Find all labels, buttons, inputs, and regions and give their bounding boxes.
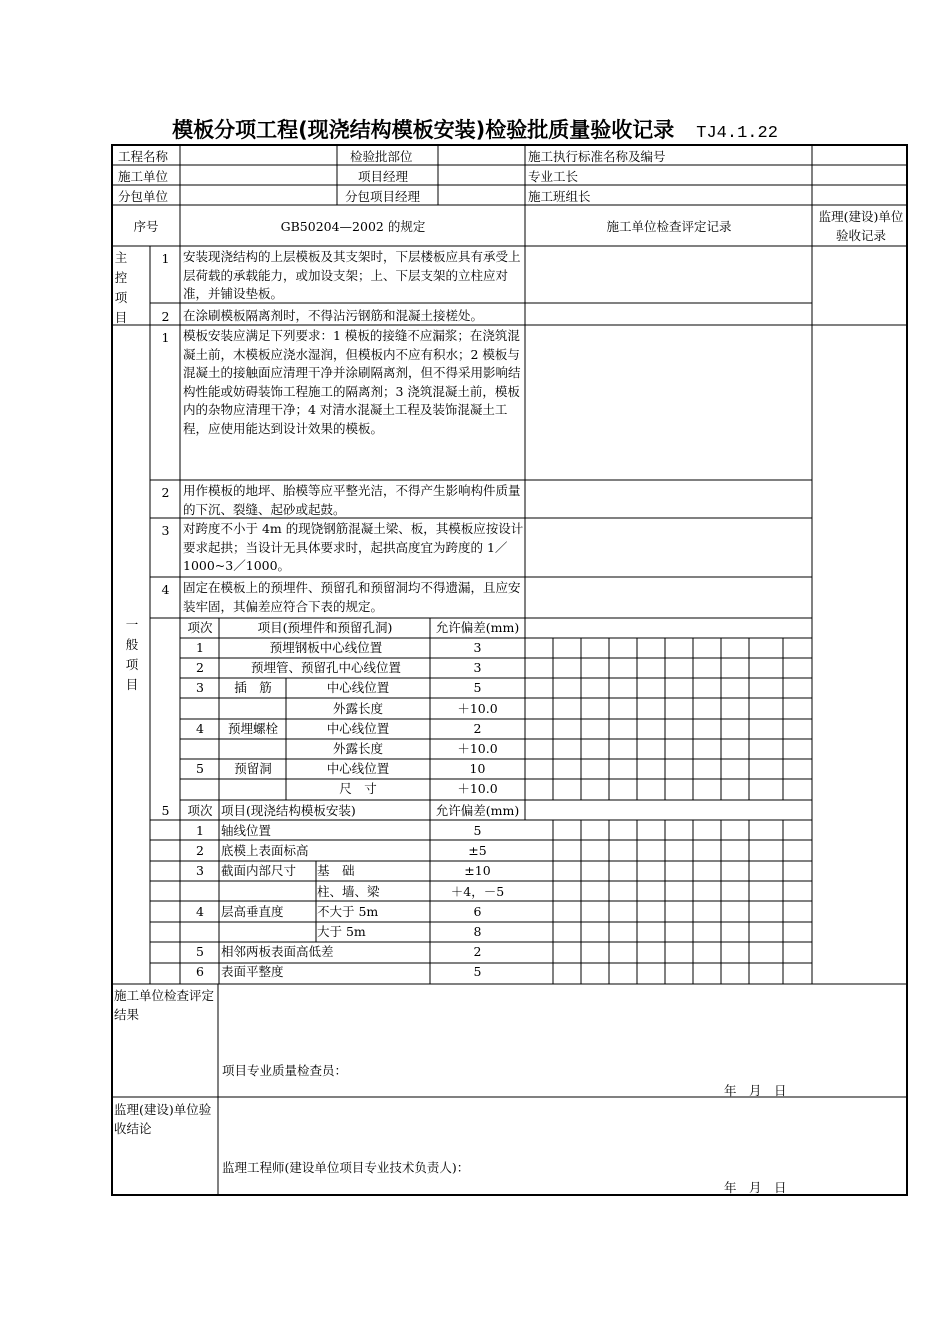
row-tolerance: 3 bbox=[473, 660, 482, 676]
row-item: 表面平整度 bbox=[221, 964, 284, 980]
row-tolerance: ＋4，－5 bbox=[450, 883, 505, 899]
row-no: 3 bbox=[196, 863, 204, 879]
general-item-no: 4 bbox=[161, 582, 170, 597]
row-item: 预埋钢板中心线位置 bbox=[269, 640, 383, 655]
row-item: 相邻两板表面高低差 bbox=[221, 944, 334, 960]
inspector-label: 项目专业质量检查员： bbox=[222, 1063, 348, 1078]
row-no: 4 bbox=[196, 720, 204, 736]
row-tolerance: 8 bbox=[473, 924, 482, 939]
row-item: 预埋螺栓 bbox=[227, 720, 278, 736]
label-construction-unit: 施工单位 bbox=[118, 169, 169, 184]
row-item: 预埋管、预留孔中心线位置 bbox=[250, 660, 401, 676]
row-tolerance: 5 bbox=[473, 964, 482, 980]
label-standard: 施工执行标准名称及编号 bbox=[528, 149, 666, 164]
general-item-no: 2 bbox=[161, 485, 170, 500]
label-project-manager: 项目经理 bbox=[358, 169, 409, 184]
row-no: 1 bbox=[196, 640, 204, 655]
row-tolerance: 10 bbox=[469, 761, 486, 777]
row-no: 1 bbox=[196, 823, 204, 838]
row-subitem: 不大于 5m bbox=[317, 903, 379, 919]
form-code: TJ4.1.22 bbox=[696, 124, 778, 143]
row-no: 5 bbox=[196, 761, 204, 777]
supervision-label: 监理(建设)单位验收结论 bbox=[114, 1102, 212, 1136]
row-tolerance: 5 bbox=[473, 823, 482, 838]
row-item: 预留洞 bbox=[234, 761, 272, 777]
row-no: 2 bbox=[196, 660, 204, 676]
row-item: 层高垂直度 bbox=[221, 903, 284, 919]
main-control-label: 主控项目 bbox=[114, 250, 128, 325]
label-sub-manager: 分包项目经理 bbox=[345, 189, 421, 204]
label-project-name: 工程名称 bbox=[118, 149, 169, 164]
page-title bbox=[0, 114, 950, 144]
label-foreman: 专业工长 bbox=[528, 169, 579, 184]
row-tolerance: ±5 bbox=[468, 843, 487, 859]
check-result-label: 施工单位检查评定结果 bbox=[114, 988, 215, 1022]
row-subitem: 外露长度 bbox=[332, 741, 383, 756]
label-subcontractor: 分包单位 bbox=[118, 189, 169, 204]
main-item-text: 安装现浇结构的上层模板及其支架时，下层楼板应具有承受上层荷载的承载能力，或加设支架；上、下层支架的立柱应对准，并铺设垫板。 bbox=[183, 249, 521, 302]
row-tolerance: 5 bbox=[473, 680, 482, 696]
row-no: 4 bbox=[196, 903, 204, 919]
row-item: 插 筋 bbox=[234, 680, 272, 696]
embed-header-no: 项次 bbox=[187, 620, 213, 635]
row-no: 5 bbox=[196, 944, 204, 960]
row-item: 轴线位置 bbox=[221, 823, 272, 838]
main-item-no: 2 bbox=[161, 309, 170, 324]
row-subitem: 中心线位置 bbox=[326, 720, 390, 736]
row-item: 截面内部尺寸 bbox=[221, 863, 297, 879]
col-seq: 序号 bbox=[133, 219, 159, 234]
row-subitem: 外露长度 bbox=[332, 700, 383, 716]
general-item-text: 模板安装应满足下列要求：1 模板的接缝不应漏浆；在浇筑混凝土前，木模板应浇水湿润，但模板内不应有积水；2 模板与混凝土的接触面应清理干净并涂刷隔离剂，但不得采用影响结构性能或妨碍装饰工程施工的隔离剂；3 浇筑混凝土前，模板内的杂物应清理干净；4 对清水混凝土工程及装饰混凝土工程，应使用能达到设计效果的模板。 bbox=[183, 328, 521, 436]
col-record: 施工单位检查评定记录 bbox=[606, 219, 732, 234]
formwork-header-item: 项目(现浇结构模板安装) bbox=[221, 803, 356, 818]
row-tolerance: 6 bbox=[473, 903, 482, 919]
engineer-label: 监理工程师(建设单位项目专业技术负责人)： bbox=[222, 1160, 470, 1175]
label-team-leader: 施工班组长 bbox=[528, 189, 591, 204]
embed-header-item: 项目(预埋件和预留孔洞) bbox=[257, 620, 393, 635]
supervision-date: 年 月 日 bbox=[724, 1180, 787, 1195]
row-tolerance: ＋10.0 bbox=[457, 741, 498, 756]
row-no: 6 bbox=[196, 964, 204, 980]
row-item: 底模上表面标高 bbox=[221, 843, 309, 859]
formwork-header-no: 项次 bbox=[187, 803, 213, 818]
col-supervisor: 监理(建设)单位验收记录 bbox=[818, 209, 904, 243]
row-tolerance: ＋10.0 bbox=[457, 700, 498, 716]
general-item-text: 固定在模板上的预埋件、预留孔和预留洞均不得遗漏，且应安装牢固，其偏差应符合下表的规定。 bbox=[183, 580, 521, 614]
main-item-text: 在涂刷模板隔离剂时，不得沾污钢筋和混凝土接槎处。 bbox=[183, 308, 484, 323]
col-spec: GB50204—2002 的规定 bbox=[280, 219, 426, 234]
row-tolerance: 3 bbox=[473, 640, 482, 655]
row-subitem: 柱、墙、梁 bbox=[317, 883, 380, 899]
row-no: 3 bbox=[196, 680, 204, 696]
embed-header-tolerance: 允许偏差(mm) bbox=[435, 620, 520, 635]
row-subitem: 尺 寸 bbox=[339, 781, 377, 797]
general-item-no: 3 bbox=[161, 523, 170, 538]
general-label: 一般项目 bbox=[125, 617, 139, 692]
main-item-no: 1 bbox=[161, 251, 170, 266]
row-no: 2 bbox=[196, 843, 204, 859]
title-text: 模板分项工程(现浇结构模板安装)检验批质量验收记录 bbox=[172, 118, 675, 142]
row-tolerance: ＋10.0 bbox=[457, 781, 498, 797]
formwork-item-no: 5 bbox=[161, 803, 170, 818]
row-tolerance: ±10 bbox=[464, 863, 491, 879]
row-subitem: 基 础 bbox=[317, 863, 355, 879]
row-tolerance: 2 bbox=[473, 720, 482, 736]
label-inspection-part: 检验批部位 bbox=[350, 149, 413, 164]
formwork-header-tolerance: 允许偏差(mm) bbox=[435, 803, 520, 818]
row-subitem: 大于 5m bbox=[317, 924, 366, 939]
general-item-text: 用作模板的地坪、胎模等应平整光洁，不得产生影响构件质量的下沉、裂缝、起砂或起鼓。 bbox=[183, 483, 521, 517]
general-item-text: 对跨度不小于 4m 的现饶钢筋混凝土梁、板，其模板应按设计要求起拱；当设计无具体要求时，起拱高度宜为跨度的 1／1000~3／1000。 bbox=[183, 521, 524, 574]
row-tolerance: 2 bbox=[473, 944, 482, 960]
check-date: 年 月 日 bbox=[724, 1083, 787, 1098]
row-subitem: 中心线位置 bbox=[326, 761, 390, 777]
row-subitem: 中心线位置 bbox=[326, 680, 390, 696]
general-item-no: 1 bbox=[161, 330, 170, 345]
